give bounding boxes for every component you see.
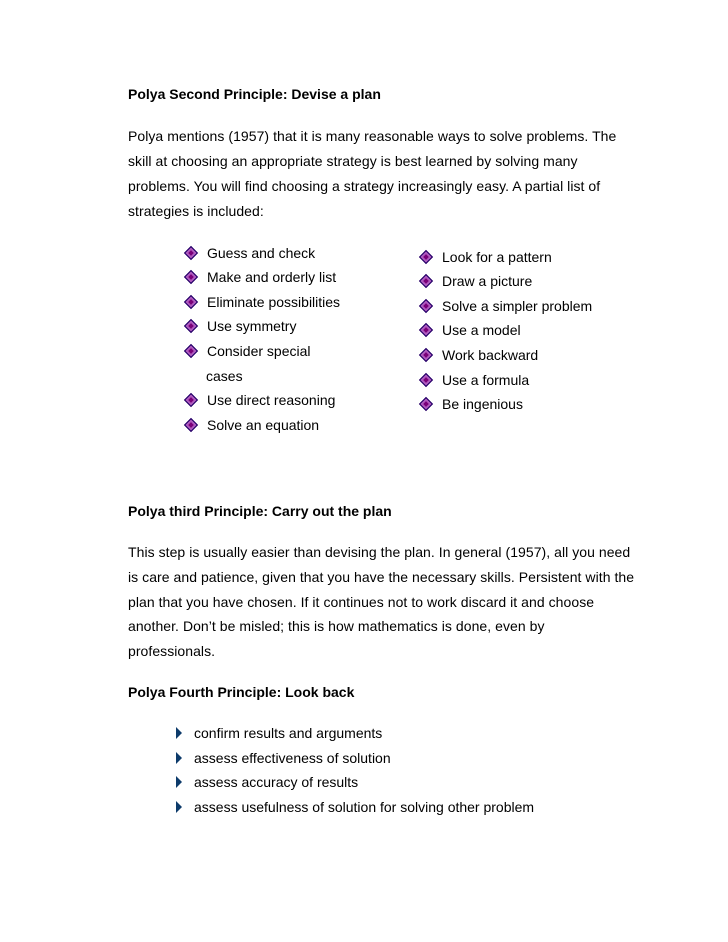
strategy-label: Work backward [442,347,539,363]
lookback-label: confirm results and arguments [194,725,383,741]
strategy-item [184,294,340,310]
strategy-item [184,417,319,433]
strategy-label: Guess and check [207,245,316,261]
strategy-label: Eliminate possibilities [207,294,341,310]
section3-paragraph-line: is care and patience, given that you have the necessary skills. Persistent with the [128,569,635,585]
strategy-item [419,249,552,265]
lookback-label: assess effectiveness of solution [194,750,391,766]
lookback-item [176,725,382,741]
diamond-bullet-icon [419,250,433,264]
diamond-bullet-icon [419,299,433,313]
strategy-label: Consider special [207,343,311,359]
triangle-bullet-icon [176,752,182,764]
section4-heading: Polya Fourth Principle: Look back [128,684,355,700]
section2-paragraph-line: skill at choosing an appropriate strategy is best learned by solving many [128,153,578,169]
triangle-bullet-icon [176,801,182,813]
strategy-label: Look for a pattern [442,249,552,265]
section2-heading: Polya Second Principle: Devise a plan [128,86,381,102]
diamond-bullet-icon [419,397,433,411]
strategy-item [419,298,592,314]
strategy-label: Be ingenious [442,396,523,412]
strategy-item [419,322,521,338]
strategy-label: Make and orderly list [207,269,337,285]
lookback-item [176,750,391,766]
strategy-label-continuation: cases [206,368,243,384]
diamond-bullet-icon [184,393,198,407]
strategy-item [419,396,523,412]
strategy-label: Use a formula [442,372,530,388]
strategy-item [419,372,529,388]
section3-paragraph-line: another. Don’t be misled; this is how mathematics is done, even by [128,618,545,634]
diamond-bullet-icon [184,418,198,432]
section2-paragraph-line: Polya mentions (1957) that it is many reasonable ways to solve problems. The [128,128,617,144]
strategy-label: Solve an equation [207,417,320,433]
diamond-bullet-icon [184,270,198,284]
section3-heading: Polya third Principle: Carry out the plan [128,503,392,519]
triangle-bullet-icon [176,776,182,788]
lookback-item [176,774,358,790]
strategy-item [184,269,336,285]
diamond-bullet-icon [419,348,433,362]
strategy-item [184,245,315,261]
triangle-bullet-icon [176,727,182,739]
section2-paragraph-line: strategies is included: [128,203,264,219]
strategy-item [184,343,311,359]
lookback-label: assess usefulness of solution for solving other problem [194,799,535,815]
diamond-bullet-icon [419,274,433,288]
diamond-bullet-icon [184,295,198,309]
strategy-label: Draw a picture [442,273,533,289]
strategy-item [184,318,296,334]
diamond-bullet-icon [419,323,433,337]
lookback-item [176,799,534,815]
diamond-bullet-icon [184,319,198,333]
strategy-label: Use a model [442,322,521,338]
strategy-item [419,273,532,289]
lookback-label: assess accuracy of results [194,774,359,790]
section3-paragraph-line: plan that you have chosen. If it continues not to work discard it and choose [128,594,595,610]
strategy-label: Use direct reasoning [207,392,336,408]
section3-paragraph-line: professionals. [128,643,216,659]
diamond-bullet-icon [184,246,198,260]
section3-paragraph-line: This step is usually easier than devising the plan. In general (1957), all you need [128,544,631,560]
diamond-bullet-icon [419,373,433,387]
strategy-label: Solve a simpler problem [442,298,593,314]
strategy-label: Use symmetry [207,318,297,334]
strategy-item [419,347,538,363]
section2-paragraph-line: problems. You will find choosing a strategy increasingly easy. A partial list of [128,178,601,194]
strategy-item [184,392,335,408]
diamond-bullet-icon [184,344,198,358]
